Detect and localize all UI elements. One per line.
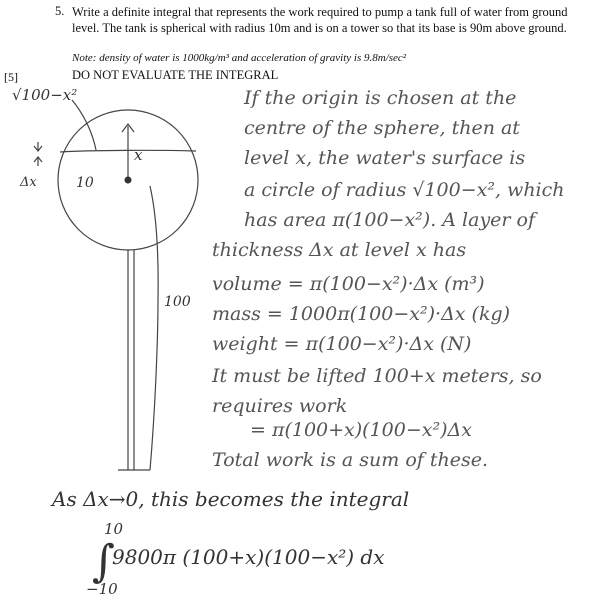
solution-line-9: weight = π(100−x²)·Δx (N): [212, 333, 472, 355]
sqrt-label: √100−x²: [12, 86, 78, 104]
solution-line-8: mass = 1000π(100−x²)·Δx (kg): [212, 303, 511, 325]
question-text: Write a definite integral that represents the work required to pump a tank full of water from ground level. The tank is spherical with radius 10m and is on a tower so that its base is 90m above ground.: [72, 5, 568, 35]
solution-line-2: centre of the sphere, then at: [244, 117, 520, 139]
solution-line-4: a circle of radius √100−x², which: [244, 179, 565, 201]
solution-line-11: requires work: [212, 395, 348, 417]
height-label: 100: [164, 294, 191, 310]
marks-label: [5]: [4, 70, 18, 84]
x-label: x: [134, 146, 143, 164]
tank-diagram: [34, 100, 198, 470]
radius-label: 10: [76, 175, 94, 191]
solution-line-14: As Δx→0, this becomes the integral: [52, 487, 410, 511]
solution-line-6: thickness Δx at level x has: [212, 239, 467, 261]
integral-upper-limit: 10: [104, 520, 124, 538]
integral-sign: ∫: [92, 536, 115, 587]
solution-line-5: has area π(100−x²). A layer of: [244, 209, 536, 231]
question-number: 5.: [55, 4, 65, 18]
question-instruction: DO NOT EVALUATE THE INTEGRAL: [72, 68, 279, 82]
solution-line-13: Total work is a sum of these.: [212, 449, 488, 471]
integral-lower-limit: −10: [86, 580, 118, 598]
solution-line-1: If the origin is chosen at the: [244, 87, 517, 109]
dx-label: Δx: [20, 175, 37, 190]
solution-line-7: volume = π(100−x²)·Δx (m³): [212, 273, 485, 295]
solution-line-12: = π(100+x)(100−x²)Δx: [250, 419, 472, 441]
integral-integrand: 9800π (100+x)(100−x²) dx: [112, 545, 385, 569]
question-note: Note: density of water is 1000kg/m³ and acceleration of gravity is 9.8m/sec²: [72, 52, 407, 64]
sphere-center-dot: [125, 177, 132, 184]
solution-line-10: It must be lifted 100+x meters, so: [212, 365, 542, 387]
solution-line-3: level x, the water's surface is: [244, 147, 526, 169]
height-bracket: [150, 186, 158, 470]
